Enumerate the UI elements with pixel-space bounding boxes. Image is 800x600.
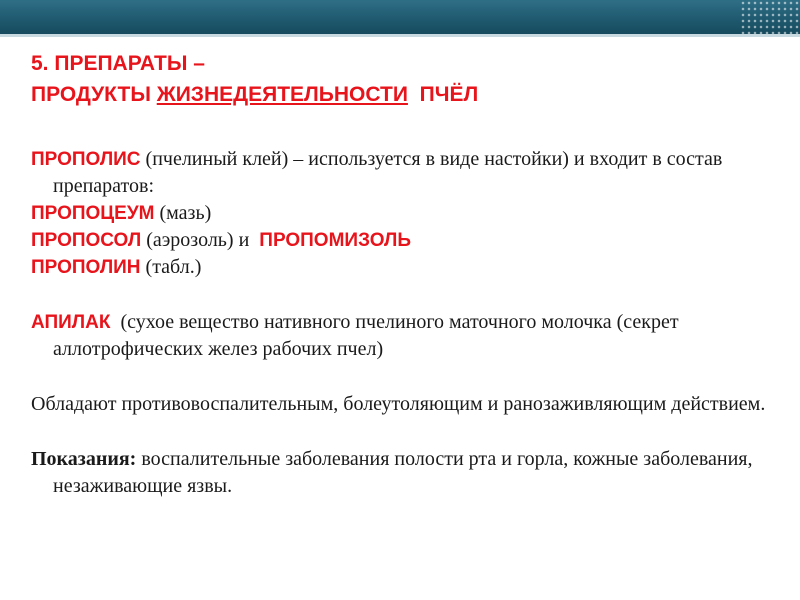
indications-text: воспалительные заболевания полости рта и горла, кожные заболевания, незаживающие язвы. [53, 448, 753, 497]
propotseum-term: ПРОПОЦЕУМ [31, 203, 155, 224]
header-band [0, 0, 800, 34]
spacer [31, 418, 771, 446]
title-line-2b: ЖИЗНЕДЕЯТЕЛЬНОСТИ [156, 83, 408, 106]
apilak-term: АПИЛАК [31, 312, 111, 333]
indications-label: Показания: [31, 448, 137, 470]
spacer [31, 363, 771, 391]
propolis-paragraph [31, 146, 771, 200]
propolis-term: ПРОПОЛИС [31, 149, 141, 170]
header-divider [0, 34, 800, 37]
proposol-paragraph [31, 227, 771, 254]
slide-content [31, 48, 771, 500]
indications-paragraph [31, 446, 771, 500]
slide-title [31, 48, 771, 110]
apilak-paragraph [31, 309, 771, 363]
title-line-2a: ПРОДУКТЫ [31, 83, 157, 106]
propolis-text: (пчелиный клей) – используется в виде настойки) и входит в состав препаратов: [53, 148, 723, 197]
apilak-text: (сухое вещество нативного пчелиного маточного молочка (секрет аллотрофических желез рабочих пчел) [53, 311, 684, 360]
proposol-text: (аэрозоль) и [141, 229, 260, 251]
propolin-term: ПРОПОЛИН [31, 257, 141, 278]
proposol-term: ПРОПОСОЛ [31, 230, 142, 251]
header-dots-decoration [740, 0, 800, 34]
spacer [31, 281, 771, 309]
propolin-paragraph [31, 254, 771, 281]
title-line-1: 5. ПРЕПАРАТЫ – [31, 52, 205, 75]
propotseum-text: (мазь) [154, 202, 212, 224]
title-line-2c: ПЧЁЛ [407, 83, 479, 106]
effects-paragraph: Обладают противовоспалительным, болеутоляющим и ранозаживляющим действием. [31, 393, 766, 415]
propomizol-term: ПРОПОМИЗОЛЬ [259, 230, 412, 251]
propotseum-paragraph [31, 200, 771, 227]
propolin-text: (табл.) [140, 256, 202, 278]
